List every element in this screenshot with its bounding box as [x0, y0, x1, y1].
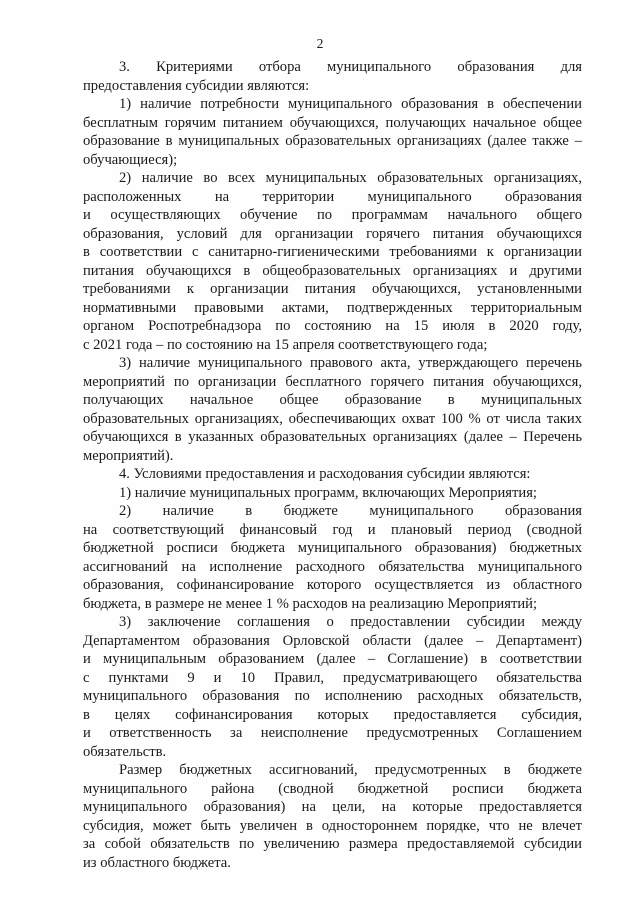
text-line: Размер бюджетных ассигнований, предусмотренных в бюджете: [119, 762, 582, 778]
text-line: с пунктами 9 и 10 Правил, предусматривающего обязательства: [83, 669, 582, 686]
text-line: образования, условий для организации горячего питания обучающихся: [83, 225, 582, 242]
text-line: на соответствующий финансовый год и плановый период (сводной: [83, 521, 582, 538]
text-line: бюджета, в размере не менее 1 % расходов на реализацию Мероприятий;: [83, 595, 538, 612]
text-line: 4. Условиями предоставления и расходования субсидии являются:: [119, 466, 531, 482]
text-line: Департаментом образования Орловской области (далее – Департамент): [83, 632, 582, 649]
text-line: из областного бюджета.: [83, 854, 231, 871]
text-line: мероприятий по организации бесплатного горячего питания обучающихся,: [83, 373, 582, 390]
text-line: и ответственность за неисполнение предусмотренных Соглашением: [83, 725, 582, 741]
text-line: ассигнований на исполнение расходного обязательства муниципального: [83, 558, 582, 575]
text-line: 3) заключение соглашения о предоставлении субсидии между: [119, 614, 582, 630]
text-line: требованиями к организации питания обучающихся, установленными: [83, 281, 582, 297]
text-line: в целях софинансирования которых предоставляется субсидия,: [83, 706, 582, 723]
text-line: в соответствии с санитарно-гигиеническими требованиями к организации: [83, 244, 582, 260]
text-line: расположенных на территории муниципального образования: [83, 188, 582, 205]
text-line: бесплатным горячим питанием обучающихся, получающих начальное общее: [83, 114, 582, 131]
text-line: питания обучающихся в общеобразовательных организациях и другими: [83, 262, 582, 279]
text-line: субсидия, может быть увеличен в одностороннем порядке, что не влечет: [83, 817, 582, 834]
text-line: образовательных организациях, обеспечивающих охват 100 % от числа таких: [83, 410, 582, 427]
text-line: обязательств.: [83, 743, 167, 760]
text-line: бюджетной росписи бюджета муниципального образования) бюджетных: [83, 540, 582, 556]
text-line: мероприятий).: [83, 447, 174, 464]
text-line: предоставления субсидии являются:: [83, 77, 310, 94]
text-line: обучающиеся);: [83, 151, 178, 168]
text-line: муниципального образования) на цели, на которые предоставляется: [83, 799, 582, 815]
text-line: 3) наличие муниципального правового акта, утверждающего перечень: [119, 355, 582, 371]
text-line: муниципального образования по исполнению расходных обязательств,: [83, 688, 582, 704]
text-line: образования, софинансирование которого осуществляется из областного: [83, 577, 582, 593]
text-line: органом Роспотребнадзора по состоянию на 15 июля в 2020 году,: [83, 318, 582, 334]
page-number: 2: [316, 36, 324, 51]
text-line: за собой обязательств по увеличению размера предоставляемой субсидии: [83, 836, 582, 852]
text-line: нормативными правовыми актами, подтвержденных территориальным: [83, 299, 582, 316]
text-line: муниципального района (сводной бюджетной росписи бюджета: [83, 780, 582, 797]
text-line: образование в муниципальных образовательных организациях (далее также –: [83, 133, 582, 149]
text-line: 1) наличие муниципальных программ, включающих Мероприятия;: [119, 484, 537, 501]
text-line: 3. Критериями отбора муниципального образования для: [119, 59, 582, 75]
text-line: 2) наличие в бюджете муниципального образования: [119, 503, 582, 519]
text-line: с 2021 года – по состоянию на 15 апреля соответствующего года;: [83, 336, 488, 353]
text-line: 1) наличие потребности муниципального образования в обеспечении: [119, 96, 582, 112]
text-line: и осуществляющих обучение по программам начального общего: [83, 207, 582, 223]
document-body: [83, 58, 582, 872]
text-line: и муниципальным образованием (далее – Соглашение) в соответствии: [83, 651, 582, 667]
text-line: получающих начальное общее образование в муниципальных: [83, 392, 582, 408]
text-line: 2) наличие во всех муниципальных образовательных организациях,: [119, 170, 582, 186]
text-line: обучающихся в указанных образовательных организациях (далее – Перечень: [83, 429, 582, 445]
